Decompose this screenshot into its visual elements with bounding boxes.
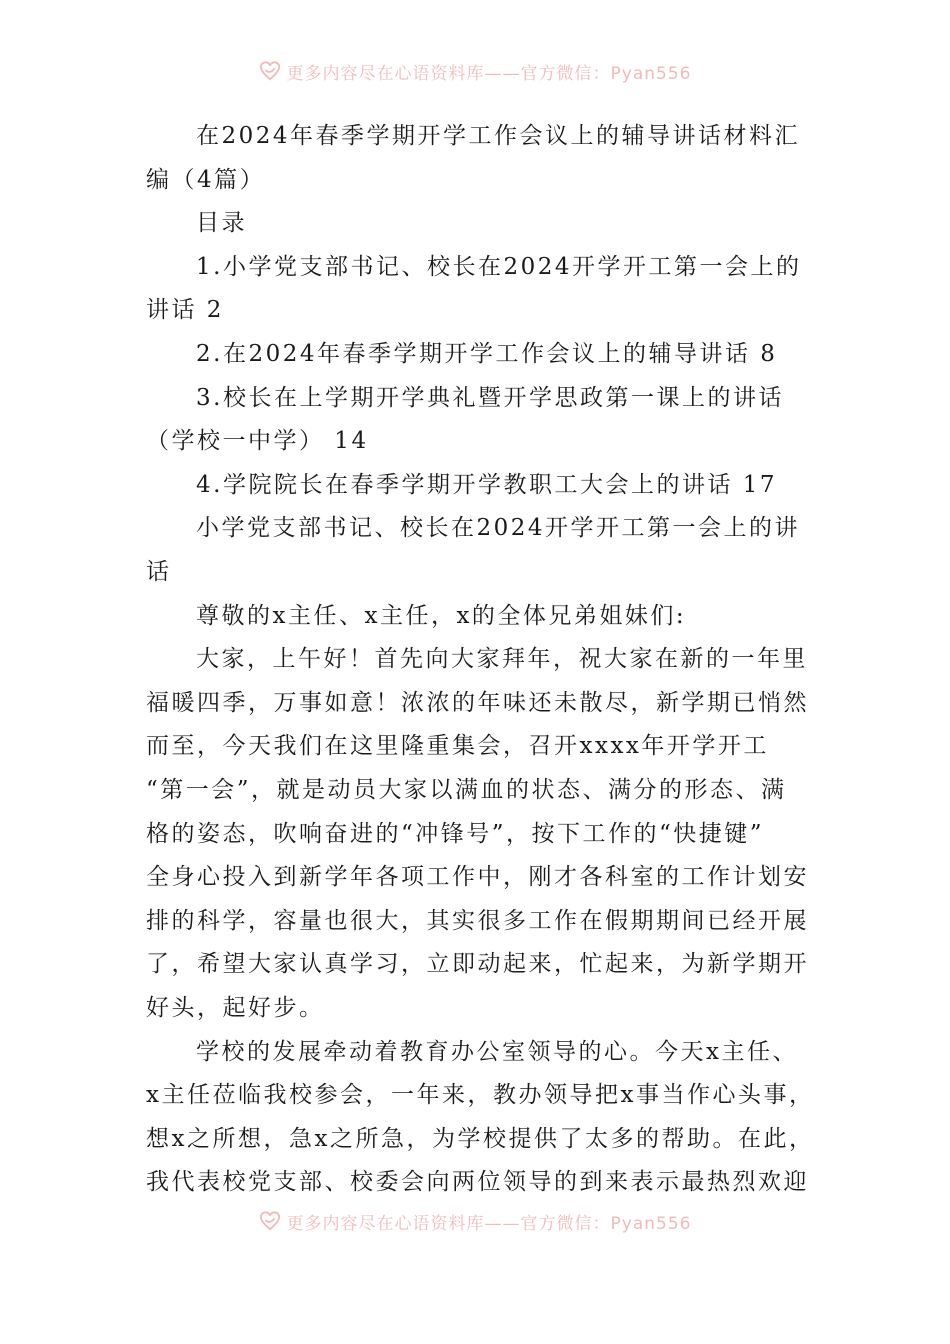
watermark-text: 更多内容尽在心语资料库——官方微信：Pyan556 (286, 63, 692, 84)
text-line: 学校的发展牵动着教育办公室领导的心。今天x主任、 (196, 1038, 798, 1065)
text-line: 大家，上午好！首先向大家拜年，祝大家在新的一年里 (196, 646, 808, 673)
text-line: 编（4篇） (146, 166, 266, 193)
text-line: 尊敬的x主任、x主任，x的全体兄弟姐妹们: (196, 602, 687, 629)
text-line: 在2024年春季学期开学工作会议上的辅导讲话材料汇 (196, 123, 801, 149)
text-line: 我代表校党支部、校委会向两位领导的到来表示最热烈欢迎 (146, 1169, 809, 1196)
text-line: 2.在2024年春季学期开学工作会议上的辅导讲话 8 (196, 341, 778, 367)
text-line: 全身心投入到新学年各项工作中，刚才各科室的工作计划安 (146, 864, 809, 891)
text-line: 格的姿态，吹响奋进的“冲锋号”，按下工作的“快捷键” (146, 820, 765, 847)
text-line: 目录 (196, 210, 247, 237)
text-line: 福暖四季，万事如意！浓浓的年味还未散尽，新学期已悄然 (146, 689, 809, 716)
text-line: （学校一中学） 14 (146, 428, 369, 455)
text-line: 讲话 2 (146, 297, 224, 324)
text-line: 排的科学，容量也很大，其实很多工作在假期期间已经开展 (146, 907, 809, 934)
heart-logo-icon (259, 1210, 281, 1232)
text-line: 了，希望大家认真学习，立即动起来，忙起来，为新学期开 (146, 951, 809, 978)
watermark-header (0, 56, 950, 86)
text-line: 话 (146, 559, 172, 585)
heart-logo-icon (259, 60, 281, 82)
text-line: 好头，起好步。 (146, 995, 325, 1021)
watermark-footer (0, 1206, 950, 1236)
text-line: 4.学院院长在春季学期开学教职工大会上的讲话 17 (196, 471, 778, 498)
text-line: 3.校长在上学期开学典礼暨开学思政第一课上的讲话 (196, 384, 784, 411)
text-line: x主任莅临我校参会，一年来，教办领导把x事当作心头事， (146, 1082, 815, 1109)
watermark-text: 更多内容尽在心语资料库——官方微信：Pyan556 (286, 1213, 692, 1234)
text-line: 1.小学党支部书记、校长在2024开学开工第一会上的 (196, 253, 802, 280)
text-line: 想x之所想，急x之所急，为学校提供了太多的帮助。在此， (146, 1125, 815, 1152)
text-line: 而至，今天我们在这里隆重集会，召开xxxx年开学开工 (146, 733, 769, 760)
text-line: “第一会”，就是动员大家以满血的状态、满分的形态、满 (146, 777, 787, 803)
text-line: 小学党支部书记、校长在2024开学开工第一会上的讲 (196, 515, 801, 542)
